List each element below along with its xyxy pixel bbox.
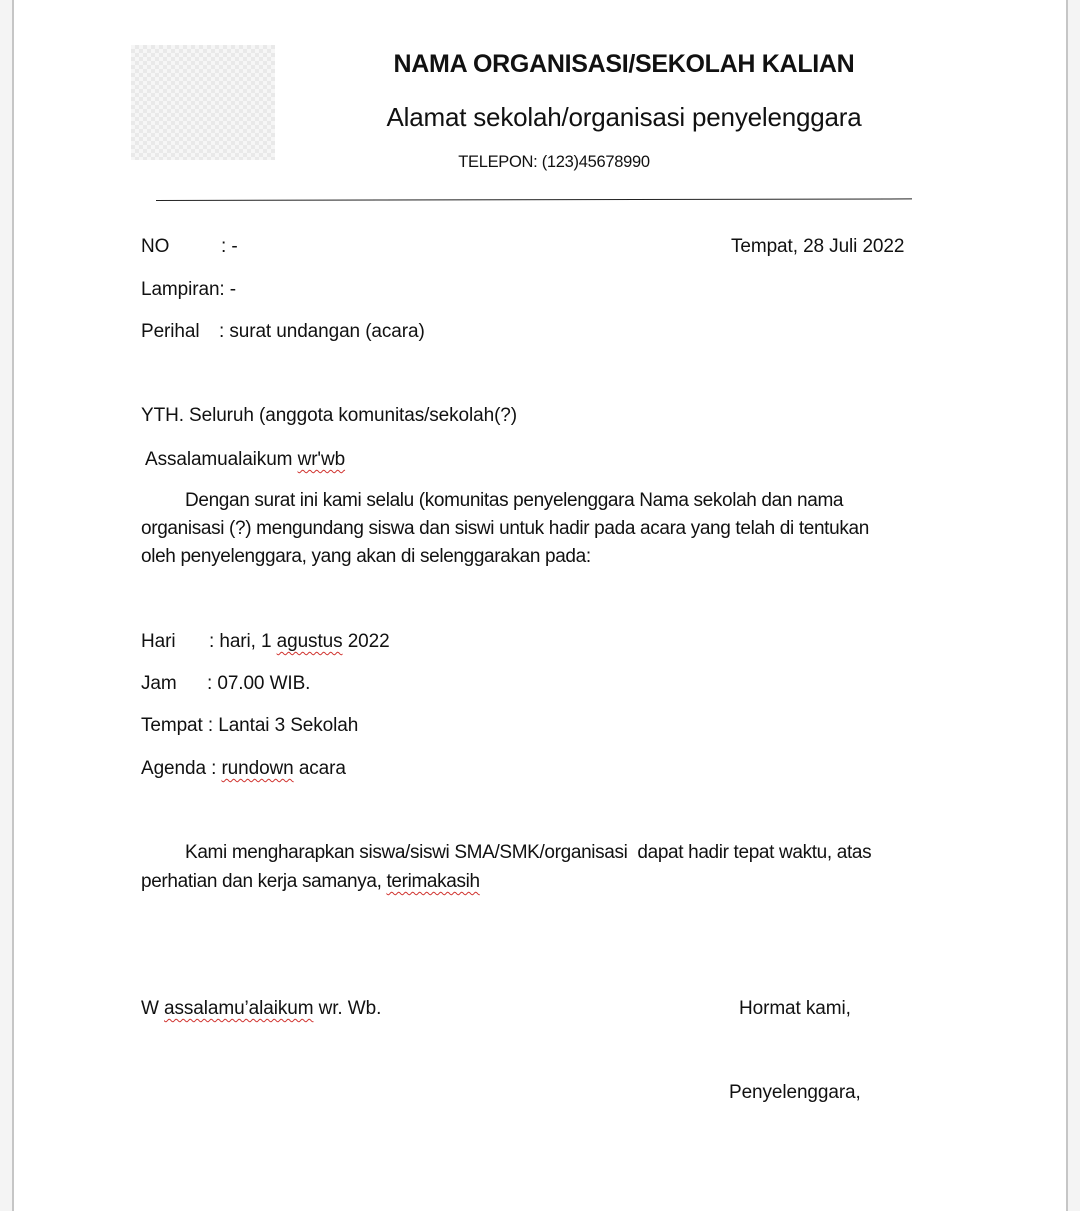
spellcheck-word[interactable]: assalamu’alaikum xyxy=(164,998,314,1019)
time-label: Jam xyxy=(141,673,177,694)
attachment-line: Lampiran: - xyxy=(141,279,236,300)
day-label: Hari xyxy=(141,631,176,652)
spellcheck-word[interactable]: wr'wb xyxy=(297,449,346,470)
day-value xyxy=(209,631,390,653)
time-value: : 07.00 WIB. xyxy=(207,673,311,694)
agenda-line xyxy=(141,758,346,780)
closing-paragraph-line-1: Kami mengharapkan siswa/siswi SMA/SMK/organisasi dapat hadir tepat waktu, atas xyxy=(185,842,872,863)
closing-paragraph-text: perhatian dan kerja samanya, xyxy=(141,871,387,892)
closing-greeting-suffix: wr. Wb. xyxy=(313,998,382,1019)
number-value: : - xyxy=(221,236,238,257)
venue-line: Tempat : Lantai 3 Sekolah xyxy=(141,715,359,736)
organization-address: Alamat sekolah/organisasi penyelenggara xyxy=(386,102,862,132)
opening-paragraph-line-1: Dengan surat ini kami selalu (komunitas penyelenggara Nama sekolah dan nama xyxy=(185,490,844,511)
day-value-prefix: : hari, 1 xyxy=(209,631,277,652)
spellcheck-word[interactable]: terimakasih xyxy=(386,871,480,892)
number-label: NO xyxy=(141,236,170,257)
agenda-suffix: acara xyxy=(293,758,346,779)
organization-phone: TELEPON: (123)45678990 xyxy=(458,153,650,171)
closing-greeting-prefix: W xyxy=(141,998,165,1019)
subject-label: Perihal xyxy=(141,321,200,342)
greeting-line xyxy=(145,449,345,471)
subject-value: : surat undangan (acara) xyxy=(219,321,425,342)
letterhead-divider xyxy=(156,198,912,201)
signer-line: Penyelenggara, xyxy=(729,1082,861,1103)
agenda-prefix: Agenda : xyxy=(141,758,222,779)
place-date: Tempat, 28 Juli 2022 xyxy=(731,236,905,257)
opening-paragraph-line-2: organisasi (?) mengundang siswa dan siswi untuk hadir pada acara yang telah di tentukan xyxy=(141,518,869,539)
organization-name: NAMA ORGANISASI/SEKOLAH KALIAN xyxy=(393,50,855,78)
regards-line: Hormat kami, xyxy=(739,998,851,1019)
closing-greeting xyxy=(141,998,381,1020)
greeting-text: Assalamualaikum xyxy=(145,449,298,470)
recipient-line: YTH. Seluruh (anggota komunitas/sekolah(?) xyxy=(141,405,517,426)
day-value-suffix: 2022 xyxy=(342,631,390,652)
spellcheck-word[interactable]: rundown xyxy=(221,758,294,779)
closing-paragraph-line-2 xyxy=(141,871,480,893)
spellcheck-word[interactable]: agustus xyxy=(276,631,343,652)
opening-paragraph-line-3: oleh penyelenggara, yang akan di selenggarakan pada: xyxy=(141,546,591,567)
document-page xyxy=(12,0,1068,1211)
